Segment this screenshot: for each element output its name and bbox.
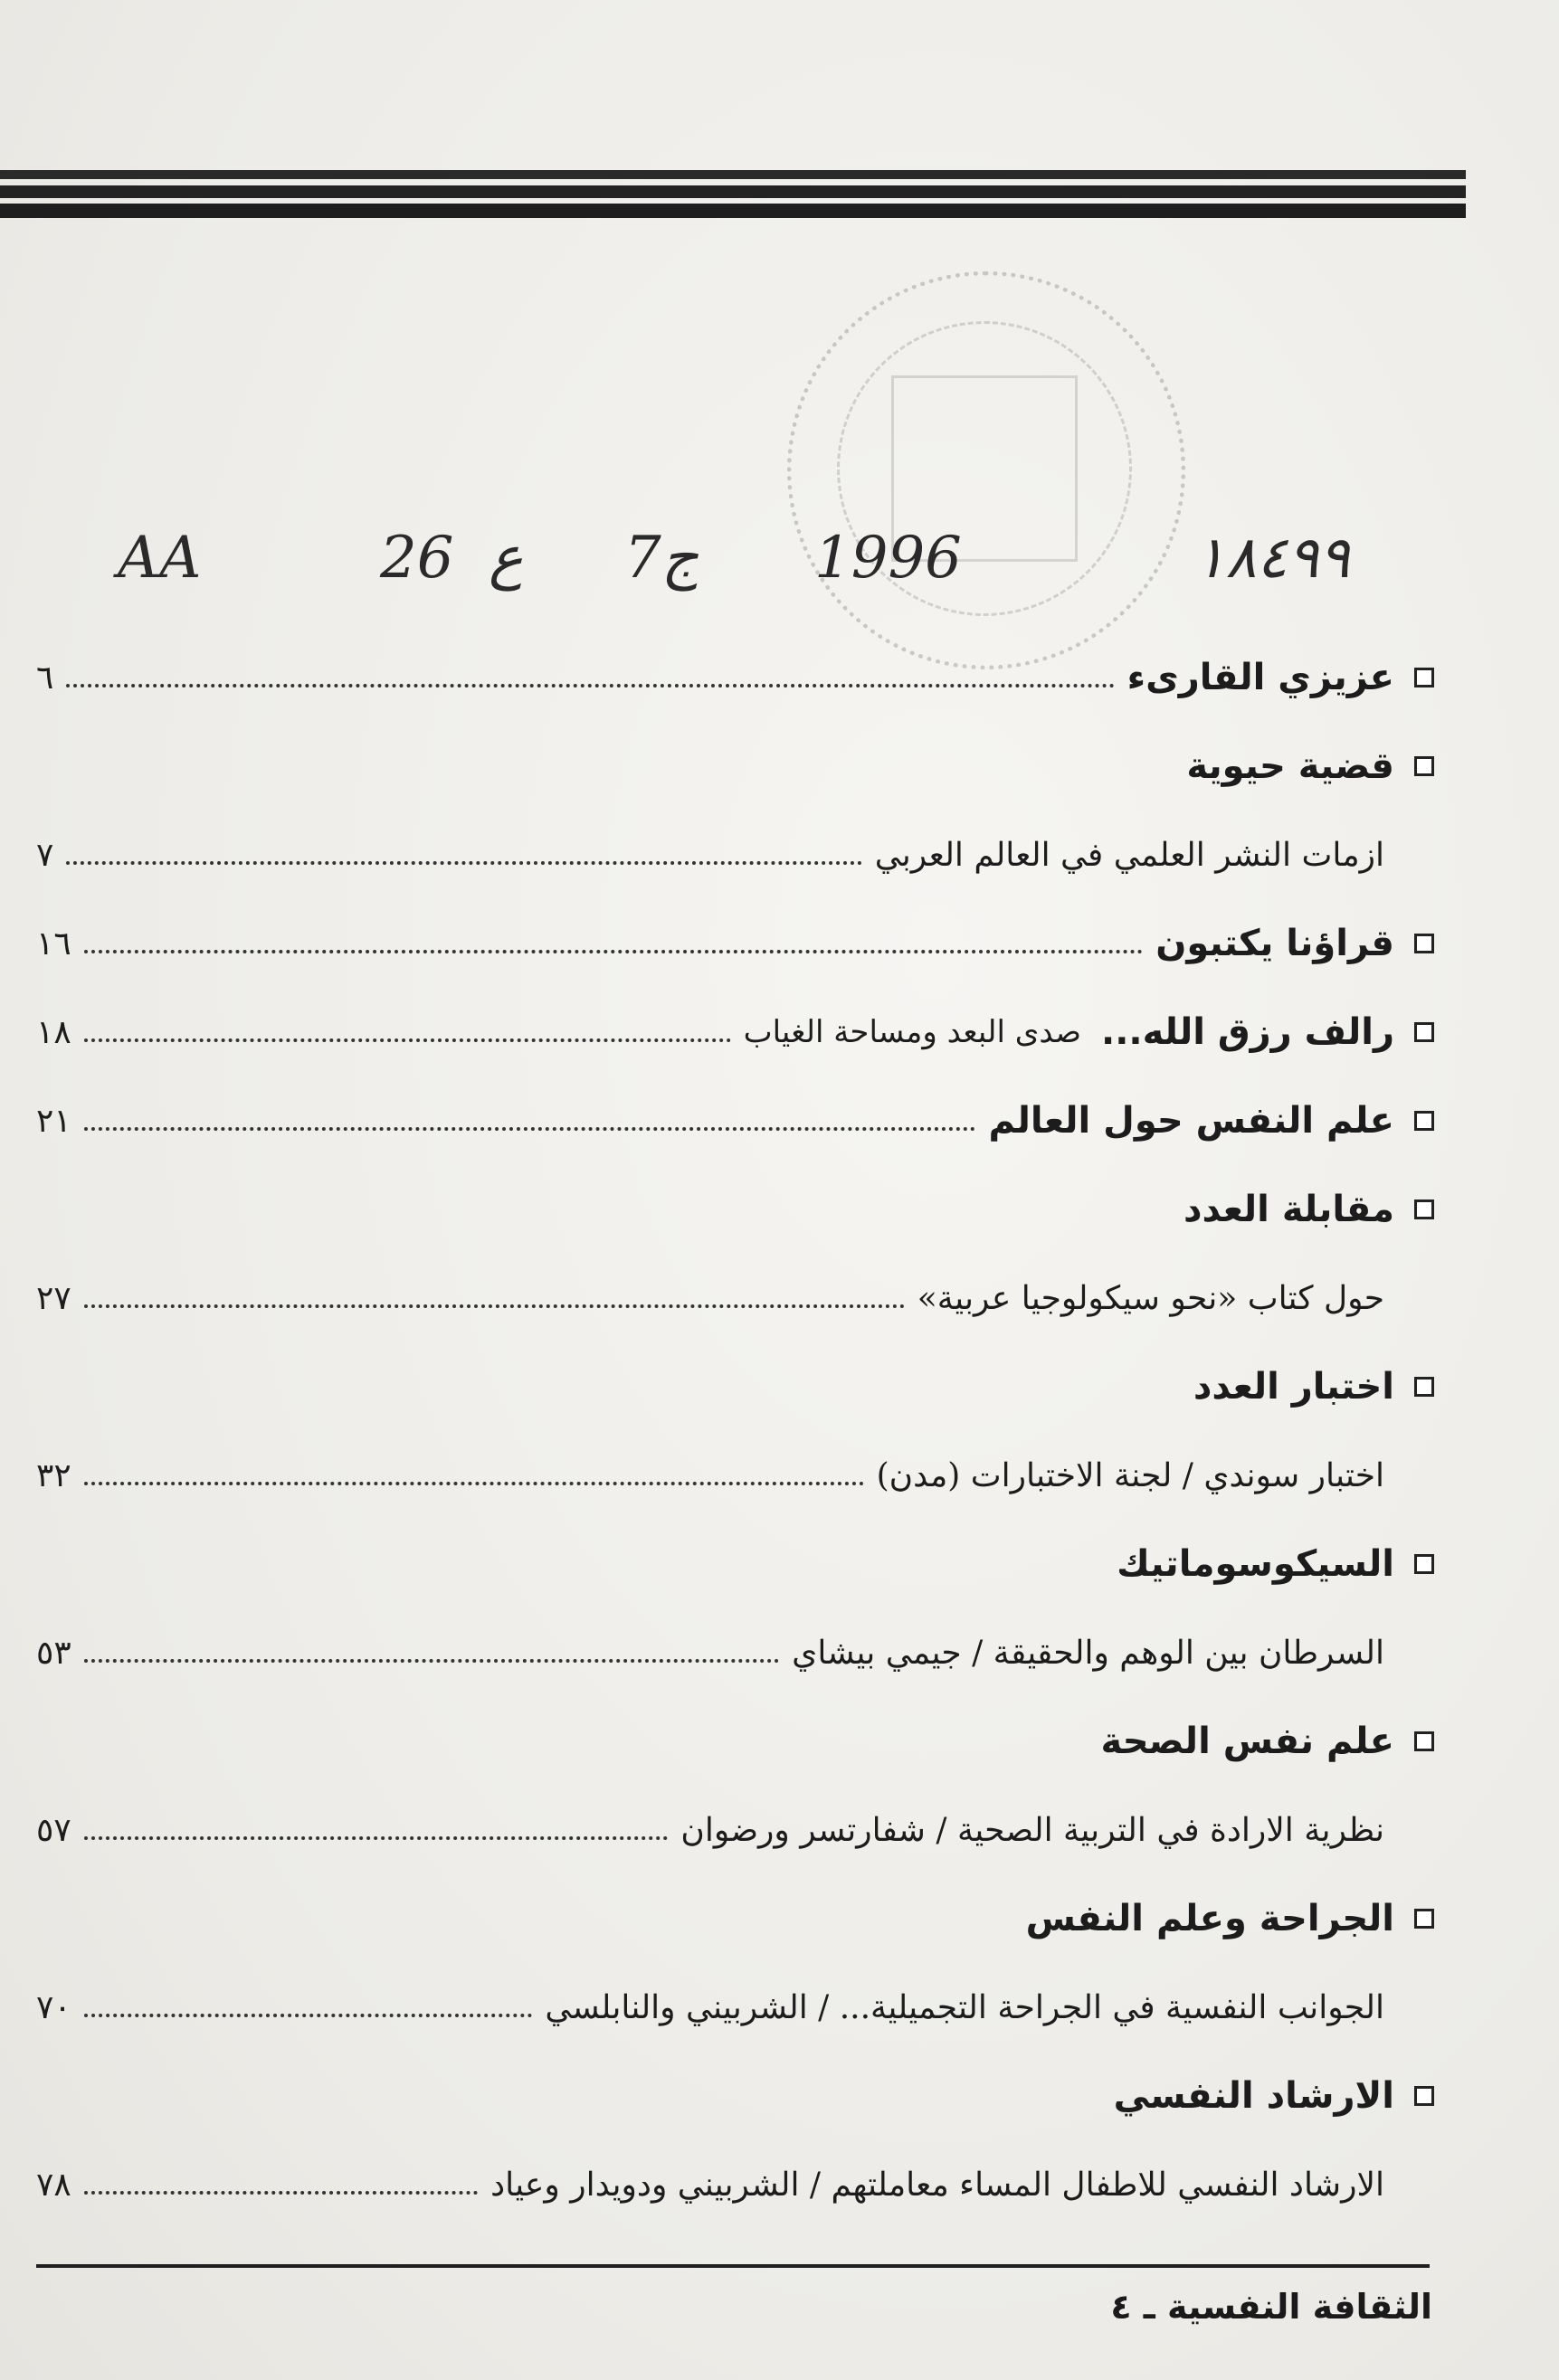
checkbox-bullet-icon: [1414, 1022, 1434, 1042]
handwritten-part: AA: [118, 525, 202, 592]
toc-item: [36, 811, 1434, 899]
header-rule-middle: [0, 185, 1466, 198]
checkbox-bullet-icon: [1414, 1731, 1434, 1751]
header-rule-bottom: [0, 204, 1466, 218]
toc-section: [36, 1697, 1434, 1786]
toc-section: [36, 2052, 1434, 2140]
dot-leader: [84, 950, 1144, 953]
handwritten-part: 26: [380, 525, 454, 592]
toc-section-title: رالف رزق الله...: [1101, 1011, 1394, 1053]
toc-section-title: علم النفس حول العالم: [988, 1100, 1394, 1142]
toc-page-number: ١٦: [36, 925, 71, 962]
toc-section-title: السيكوسوماتيك: [1117, 1543, 1394, 1585]
checkbox-bullet-icon: [1414, 1199, 1434, 1219]
toc-page-number: ٧٨: [36, 2166, 71, 2204]
toc-section: [36, 1076, 1434, 1165]
toc-page-number: ٧٠: [36, 1988, 71, 2026]
toc-item: [36, 1254, 1434, 1342]
handwritten-part: ع: [489, 525, 524, 592]
checkbox-bullet-icon: [1414, 2086, 1434, 2106]
toc-section: [36, 1342, 1434, 1431]
toc-page-number: ٥٣: [36, 1634, 71, 1672]
checkbox-bullet-icon: [1414, 1909, 1434, 1929]
toc-section-title: الجراحة وعلم النفس: [1025, 1898, 1394, 1939]
dot-leader: [84, 1836, 669, 1840]
toc-section-subtitle: صدى البعد ومساحة الغياب: [743, 1014, 1082, 1050]
checkbox-bullet-icon: [1414, 1111, 1434, 1131]
checkbox-bullet-icon: [1414, 668, 1434, 687]
toc-section: [36, 988, 1434, 1076]
dot-leader: [84, 1482, 864, 1485]
page-footer: الثقافة النفسية ـ ٤: [1110, 2287, 1432, 2327]
toc-item-title: ازمات النشر العلمي في العالم العربي: [874, 836, 1384, 874]
toc-item-title: نظرية الارادة في التربية الصحية / شفارتسر ورضوان: [680, 1811, 1384, 1849]
toc-page-number: ٥٧: [36, 1811, 71, 1849]
toc-item-title: حول كتاب «نحو سيكولوجيا عربية»: [917, 1279, 1384, 1317]
dot-leader: [84, 2191, 478, 2195]
checkbox-bullet-icon: [1414, 1554, 1434, 1574]
footer-rule: [36, 2264, 1430, 2268]
header-rule-top: [0, 170, 1466, 179]
toc-section: [36, 1520, 1434, 1608]
handwritten-part: ١٨٤٩٩: [1194, 525, 1350, 592]
dot-leader: [84, 1659, 779, 1663]
toc-section-title: عزيزي القارىء: [1126, 657, 1394, 698]
toc-section: [36, 899, 1434, 988]
toc-page-number: ٢١: [36, 1102, 71, 1140]
toc-section: [36, 1165, 1434, 1254]
toc-section: [36, 1874, 1434, 1963]
handwritten-part: 7ج: [624, 525, 699, 592]
dot-leader: [84, 2014, 533, 2017]
checkbox-bullet-icon: [1414, 756, 1434, 776]
toc-item-title: الجوانب النفسية في الجراحة التجميلية... / الشربيني والنابلسي: [545, 1988, 1384, 2026]
dot-leader: [84, 1304, 905, 1308]
toc-page-number: ١٨: [36, 1013, 71, 1051]
toc-section-title: مقابلة العدد: [1183, 1189, 1394, 1230]
checkbox-bullet-icon: [1414, 1377, 1434, 1397]
toc-page-number: ٣٢: [36, 1456, 71, 1494]
toc-item: [36, 1431, 1434, 1520]
toc-page-number: ٦: [36, 659, 54, 697]
table-of-contents: [36, 633, 1434, 2229]
toc-item: [36, 2140, 1434, 2229]
dot-leader: [66, 684, 1114, 687]
toc-section: [36, 722, 1434, 811]
toc-section-title: قضية حيوية: [1186, 745, 1394, 787]
toc-section-title: علم نفس الصحة: [1100, 1721, 1394, 1762]
toc-item: [36, 1963, 1434, 2052]
toc-item-title: اختبار سوندي / لجنة الاختبارات (مدن): [876, 1456, 1384, 1494]
dot-leader: [84, 1127, 976, 1131]
toc-section-title: اختبار العدد: [1193, 1366, 1394, 1408]
dot-leader: [84, 1038, 731, 1042]
toc-page-number: ٧: [36, 836, 54, 874]
toc-item: [36, 1608, 1434, 1697]
toc-item-title: السرطان بين الوهم والحقيقة / جيمي بيشاي: [792, 1634, 1384, 1672]
dot-leader: [66, 861, 861, 865]
toc-section-title: قراؤنا يكتبون: [1155, 923, 1394, 964]
toc-item: [36, 1786, 1434, 1874]
toc-section-title: الارشاد النفسي: [1113, 2075, 1394, 2117]
toc-item-title: الارشاد النفسي للاطفال المساء معاملتهم / الشربيني ودويدار وعياد: [490, 2166, 1384, 2204]
handwritten-part: 1996: [814, 525, 962, 592]
checkbox-bullet-icon: [1414, 934, 1434, 953]
toc-section: [36, 633, 1434, 722]
toc-page-number: ٢٧: [36, 1279, 71, 1317]
handwritten-catalog-number: [0, 525, 1559, 624]
